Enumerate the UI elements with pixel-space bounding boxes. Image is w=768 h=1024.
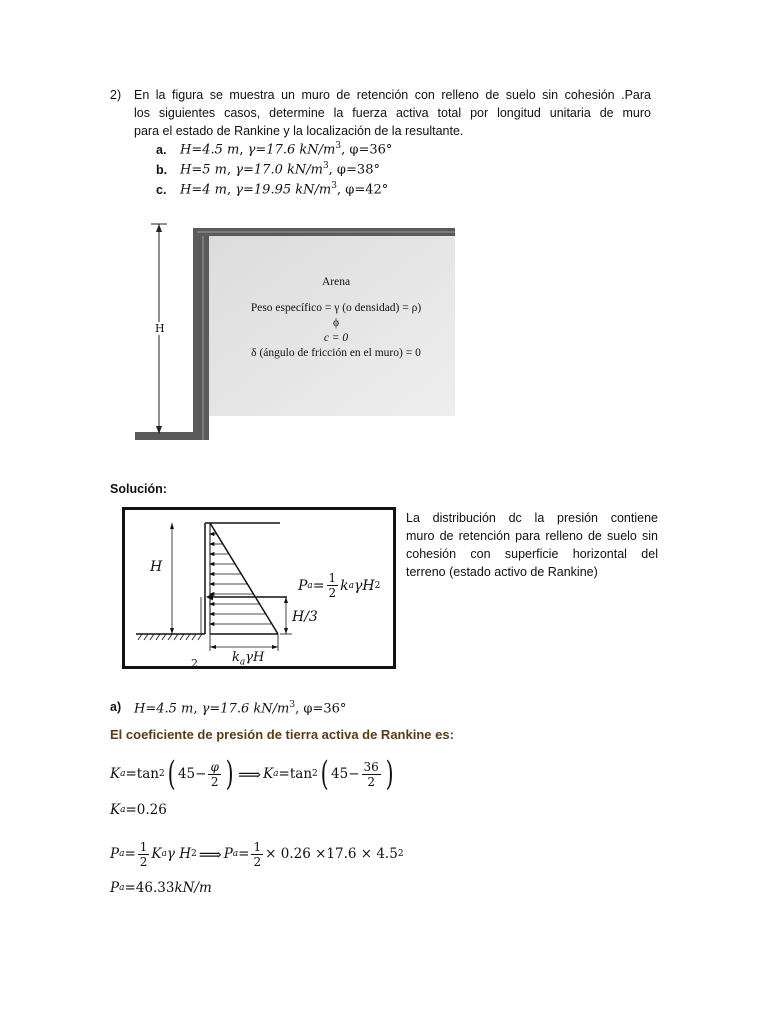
diagram-h3-label: H/3 xyxy=(292,609,318,625)
solution-desc-2: muro de retención para relleno de suelo sin xyxy=(406,529,658,543)
sand-title: Arena xyxy=(321,276,351,288)
diagram-stray-digit: 2 xyxy=(191,657,198,670)
pressure-arrows xyxy=(210,533,271,626)
case-c-formula: H=4 m, γ=19.95 $kN/m^3$, φ=42° xyxy=(180,181,389,198)
sand-prop-2: ϕ xyxy=(332,317,340,329)
case-b-formula: H=5 m, γ=17.0 $kN/m^3$, φ=38° xyxy=(180,161,380,178)
ka-value: K a =0.26 xyxy=(110,802,167,818)
problem-line-2: los siguientes casos, determine la fuerza activa total por longitud unitaria de muro xyxy=(134,106,651,120)
sand-prop-3: c = 0 xyxy=(323,332,349,344)
pa-formula: P a = $\frac{1}{2}$ K a γ H 2 ⟹ P a = $\frac{1}{2}$ × 0.26 ×17.6 × 4.5 2 xyxy=(110,839,404,869)
pa-value: P a =46.33 kN/m xyxy=(110,880,212,896)
problem-line-3: para el estado de Rankine y la localización de la resultante. xyxy=(134,124,464,138)
diagram-pa-formula: P a = $\frac{1}{2}$ k a γH 2 xyxy=(298,571,381,600)
problem-line-1: En la figura se muestra un muro de retención con relleno de suelo sin cohesión .Para xyxy=(134,88,651,102)
sand-prop-4: δ (ángulo de fricción en el muro) = 0 xyxy=(251,347,421,359)
ka-formula: K a =tan 2 ( 45− $\frac{\varphi}{2}$ ) ⟹ K a =tan 2 ( 45− $\frac{36}{2}$ ) xyxy=(110,754,394,794)
part-a-label: a) xyxy=(110,700,122,714)
pressure-triangle xyxy=(210,523,278,634)
height-label: H xyxy=(155,322,165,335)
part-a-heading: El coeficiente de presión de tierra activa de Rankine es: xyxy=(110,727,454,742)
case-a-formula: H=4.5 m, γ=17.6 $kN/m^3$, φ=36° xyxy=(180,141,393,158)
diagram-base-label: $k_a\gamma H$ xyxy=(232,650,265,668)
sand-prop-1: Peso específico = γ (o densidad) = ρ) xyxy=(250,302,422,314)
sand-properties xyxy=(236,275,436,361)
diagram-H-label: H xyxy=(150,559,163,575)
case-c-label: c. xyxy=(156,183,167,197)
problem-number: 2) xyxy=(110,88,122,102)
solution-desc-3: cohesión con superficie horizontal del xyxy=(406,547,658,561)
solution-desc-1: La distribución dc la presión contiene xyxy=(406,511,658,525)
solution-desc-4: terreno (estado activo de Rankine) xyxy=(406,565,598,579)
case-a-label: a. xyxy=(156,143,167,157)
ground-hatch xyxy=(138,634,202,640)
part-a-given: H=4.5 m, γ=17.6 $kN/m^3$, φ=36° xyxy=(134,700,347,717)
case-b-label: b. xyxy=(156,163,168,177)
solution-label: Solución: xyxy=(110,482,167,496)
